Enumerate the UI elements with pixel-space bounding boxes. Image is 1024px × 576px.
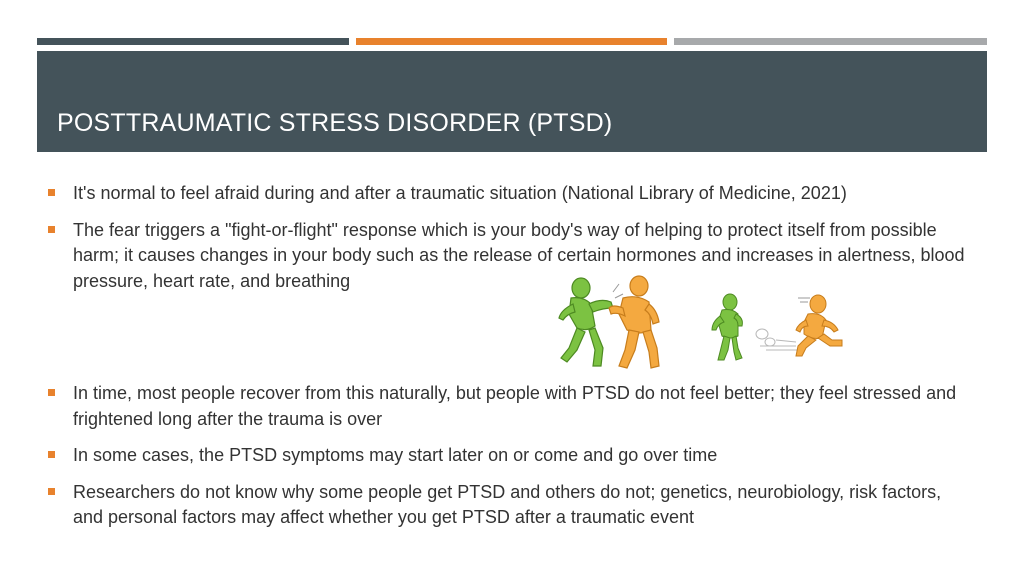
orange-figure-small (796, 295, 842, 356)
accent-bar-dark (37, 38, 349, 45)
accent-bar-orange (356, 38, 667, 45)
bullet-list-bottom (46, 381, 976, 542)
bullet-item (46, 381, 976, 432)
bullet-square-icon (48, 389, 55, 396)
fight-illustration-icon (553, 274, 665, 374)
bullet-list-top (46, 181, 976, 305)
bullet-text: It's normal to feel afraid during and after a traumatic situation (National Library of Medicine, 2021) (73, 183, 847, 203)
bullet-text: In time, most people recover from this naturally, but people with PTSD do not feel better; they feel stressed and frightened long after the trauma is over (73, 383, 957, 429)
bullet-item (46, 218, 976, 295)
accent-bar-gray (674, 38, 987, 45)
bullet-square-icon (48, 488, 55, 495)
bullet-item (46, 480, 976, 531)
title-band (37, 51, 987, 152)
bullet-text: The fear triggers a "fight-or-flight" response which is your body's way of helping to protect itself from possible harm; it causes changes in your body such as the release of certain hormones and increases in alertness, blood pressure, heart rate, and breathing (73, 219, 965, 291)
bullet-item (46, 443, 976, 469)
bullet-item (46, 181, 976, 207)
bullet-square-icon (48, 451, 55, 458)
motion-puff (756, 329, 798, 350)
green-figure (559, 278, 613, 366)
bullet-text: In some cases, the PTSD symptoms may start later on or come and go over time (73, 445, 718, 465)
bullet-square-icon (48, 226, 55, 233)
green-figure-small (712, 294, 742, 360)
bullet-text: Researchers do not know why some people get PTSD and others do not; genetics, neurobiology, risk factors, and personal factors may affect whether you get PTSD after a traumatic event (73, 481, 942, 527)
bullet-square-icon (48, 189, 55, 196)
orange-figure (609, 276, 659, 368)
flight-illustration-icon (706, 292, 852, 364)
slide-title: POSTTRAUMATIC STRESS DISORDER (PTSD) (57, 109, 613, 137)
